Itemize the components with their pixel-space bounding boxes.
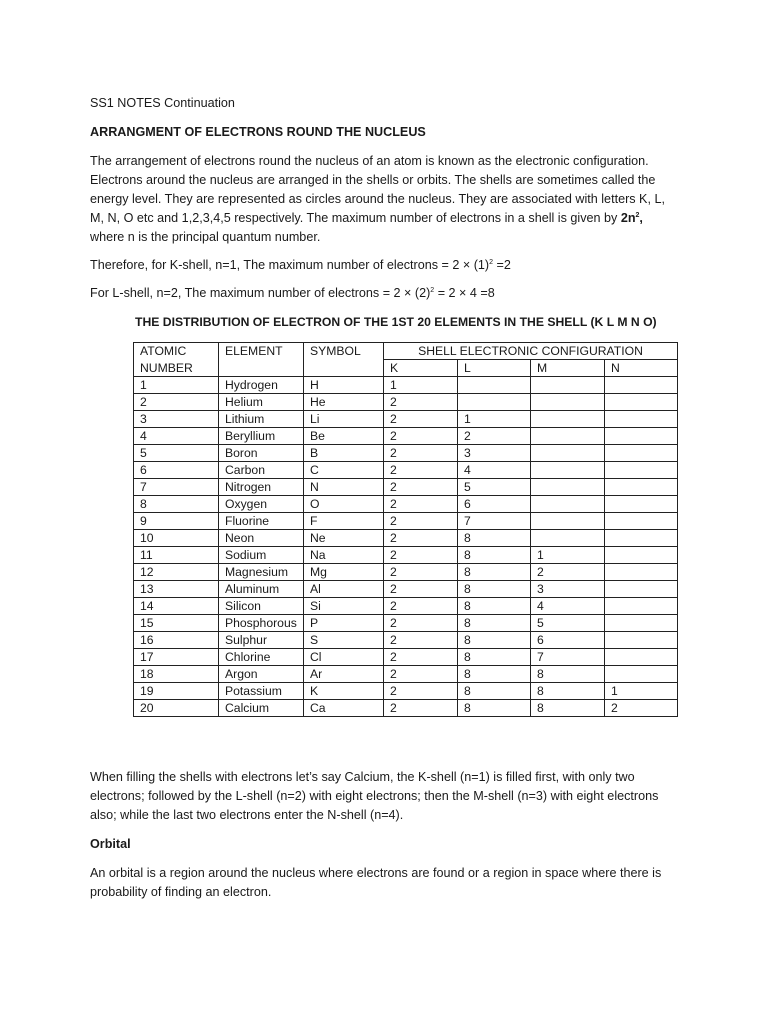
table-row xyxy=(134,615,678,632)
filling-explanation: When filling the shells with electrons let’s say Calcium, the K-shell (n=1) is filled first, with only two electrons; followed by the L-shell (n=2) with eight electrons; then the M-shell (n=3) with eight electrons also; while the last two electrons enter the N-shell (n=4). xyxy=(90,770,659,822)
table-row xyxy=(134,394,678,411)
shell-k-cell: 2 xyxy=(384,394,458,411)
shell-k-cell: 2 xyxy=(384,479,458,496)
shell-n-cell xyxy=(605,581,678,598)
l-shell-superscript: 2 xyxy=(430,287,435,294)
header-m: M xyxy=(531,360,605,377)
shell-l-cell: 8 xyxy=(458,581,531,598)
element-cell: Boron xyxy=(219,445,304,462)
atomic-number-cell: 20 xyxy=(134,700,219,717)
k-shell-text: Therefore, for K-shell, n=1, The maximum number of electrons = 2 × (1) xyxy=(90,258,490,272)
header-shell-config: SHELL ELECTRONIC CONFIGURATION xyxy=(384,343,678,360)
table-row xyxy=(134,496,678,513)
intro-tail: where n is the principal quantum number. xyxy=(90,230,321,244)
shell-m-cell xyxy=(531,513,605,530)
shell-k-cell: 2 xyxy=(384,462,458,479)
shell-l-cell xyxy=(458,377,531,394)
element-cell: Hydrogen xyxy=(219,377,304,394)
shell-n-cell xyxy=(605,513,678,530)
table-row xyxy=(134,411,678,428)
symbol-cell: K xyxy=(304,683,384,700)
shell-n-cell xyxy=(605,479,678,496)
table-row xyxy=(134,445,678,462)
symbol-cell: Al xyxy=(304,581,384,598)
atomic-number-cell: 14 xyxy=(134,598,219,615)
shell-k-cell: 2 xyxy=(384,581,458,598)
atomic-number-cell: 19 xyxy=(134,683,219,700)
element-cell: Nitrogen xyxy=(219,479,304,496)
symbol-cell: He xyxy=(304,394,384,411)
table-header-row-1 xyxy=(134,343,678,360)
header-symbol: SYMBOL xyxy=(304,343,384,360)
shell-n-cell xyxy=(605,649,678,666)
electron-distribution-table xyxy=(133,342,678,717)
symbol-cell: C xyxy=(304,462,384,479)
shell-k-cell: 2 xyxy=(384,615,458,632)
shell-m-cell: 1 xyxy=(531,547,605,564)
header-n: N xyxy=(605,360,678,377)
shell-l-cell: 8 xyxy=(458,649,531,666)
l-shell-result: = 2 × 4 =8 xyxy=(434,286,495,300)
symbol-cell: Ca xyxy=(304,700,384,717)
symbol-cell: Li xyxy=(304,411,384,428)
shell-l-cell: 8 xyxy=(458,683,531,700)
header-number: NUMBER xyxy=(134,360,219,377)
section-heading: ARRANGMENT OF ELECTRONS ROUND THE NUCLEUS xyxy=(90,125,426,139)
symbol-cell: F xyxy=(304,513,384,530)
table-row xyxy=(134,700,678,717)
table-row xyxy=(134,666,678,683)
shell-n-cell xyxy=(605,547,678,564)
k-shell-superscript: 2 xyxy=(489,259,494,266)
shell-m-cell xyxy=(531,479,605,496)
table-header-row-2 xyxy=(134,360,678,377)
symbol-cell: Cl xyxy=(304,649,384,666)
element-cell: Sodium xyxy=(219,547,304,564)
shell-l-cell: 8 xyxy=(458,632,531,649)
shell-l-cell: 8 xyxy=(458,700,531,717)
symbol-cell: Be xyxy=(304,428,384,445)
table-row xyxy=(134,649,678,666)
header-element-cont xyxy=(219,360,304,377)
shell-m-cell: 7 xyxy=(531,649,605,666)
table-title: THE DISTRIBUTION OF ELECTRON OF THE 1ST 20 ELEMENTS IN THE SHELL (K L M N O) xyxy=(135,315,657,329)
table-row xyxy=(134,564,678,581)
shell-n-cell xyxy=(605,445,678,462)
table-row xyxy=(134,428,678,445)
shell-n-cell xyxy=(605,598,678,615)
shell-n-cell xyxy=(605,428,678,445)
shell-n-cell xyxy=(605,411,678,428)
shell-m-cell: 5 xyxy=(531,615,605,632)
atomic-number-cell: 11 xyxy=(134,547,219,564)
element-cell: Lithium xyxy=(219,411,304,428)
atomic-number-cell: 18 xyxy=(134,666,219,683)
atomic-number-cell: 5 xyxy=(134,445,219,462)
table-row xyxy=(134,377,678,394)
shell-k-cell: 2 xyxy=(384,598,458,615)
shell-m-cell xyxy=(531,394,605,411)
intro-text: The arrangement of electrons round the nucleus of an atom is known as the electronic configuration. Electrons around the nucleus are arranged in the shells or orbits. The shells are sometimes called the energy level. They are represented as circles around the nucleus. They are associated with letters K, L, M, N, O etc and 1,2,3,4,5 respectively. The maximum number of electrons in a shell is given by xyxy=(90,154,665,225)
symbol-cell: B xyxy=(304,445,384,462)
orbital-definition: An orbital is a region around the nucleus where electrons are found or a region in space where there is probability of finding an electron. xyxy=(90,866,662,899)
atomic-number-cell: 17 xyxy=(134,649,219,666)
atomic-number-cell: 1 xyxy=(134,377,219,394)
table-row xyxy=(134,513,678,530)
shell-m-cell xyxy=(531,411,605,428)
k-shell-line xyxy=(90,256,675,275)
element-cell: Calcium xyxy=(219,700,304,717)
shell-m-cell xyxy=(531,377,605,394)
shell-l-cell: 2 xyxy=(458,428,531,445)
shell-m-cell: 8 xyxy=(531,683,605,700)
element-cell: Magnesium xyxy=(219,564,304,581)
k-shell-result: =2 xyxy=(493,258,511,272)
element-cell: Beryllium xyxy=(219,428,304,445)
atomic-number-cell: 6 xyxy=(134,462,219,479)
shell-l-cell xyxy=(458,394,531,411)
shell-l-cell: 6 xyxy=(458,496,531,513)
atomic-number-cell: 16 xyxy=(134,632,219,649)
shell-n-cell xyxy=(605,394,678,411)
atomic-number-cell: 2 xyxy=(134,394,219,411)
element-cell: Aluminum xyxy=(219,581,304,598)
shell-n-cell: 1 xyxy=(605,683,678,700)
shell-n-cell xyxy=(605,496,678,513)
shell-l-cell: 8 xyxy=(458,598,531,615)
symbol-cell: H xyxy=(304,377,384,394)
shell-k-cell: 2 xyxy=(384,411,458,428)
shell-n-cell xyxy=(605,462,678,479)
shell-k-cell: 2 xyxy=(384,632,458,649)
table-row xyxy=(134,683,678,700)
notes-title: SS1 NOTES Continuation xyxy=(90,96,235,110)
shell-l-cell: 8 xyxy=(458,666,531,683)
shell-k-cell: 2 xyxy=(384,513,458,530)
table-row xyxy=(134,598,678,615)
formula-comma: , xyxy=(639,211,643,225)
shell-k-cell: 2 xyxy=(384,428,458,445)
element-cell: Argon xyxy=(219,666,304,683)
table-row xyxy=(134,581,678,598)
formula-2n2 xyxy=(621,211,643,225)
shell-k-cell: 2 xyxy=(384,564,458,581)
shell-k-cell: 1 xyxy=(384,377,458,394)
shell-m-cell xyxy=(531,496,605,513)
table-row xyxy=(134,547,678,564)
header-atomic: ATOMIC xyxy=(134,343,219,360)
l-shell-text: For L-shell, n=2, The maximum number of electrons = 2 × (2) xyxy=(90,286,431,300)
shell-l-cell: 1 xyxy=(458,411,531,428)
header-element: ELEMENT xyxy=(219,343,304,360)
element-cell: Silicon xyxy=(219,598,304,615)
formula-superscript: 2 xyxy=(635,212,640,219)
symbol-cell: P xyxy=(304,615,384,632)
symbol-cell: Ar xyxy=(304,666,384,683)
table-row xyxy=(134,479,678,496)
l-shell-line xyxy=(90,284,675,303)
atomic-number-cell: 10 xyxy=(134,530,219,547)
element-cell: Carbon xyxy=(219,462,304,479)
header-k: K xyxy=(384,360,458,377)
shell-l-cell: 7 xyxy=(458,513,531,530)
symbol-cell: Si xyxy=(304,598,384,615)
symbol-cell: Ne xyxy=(304,530,384,547)
shell-k-cell: 2 xyxy=(384,700,458,717)
atomic-number-cell: 13 xyxy=(134,581,219,598)
shell-k-cell: 2 xyxy=(384,649,458,666)
shell-l-cell: 8 xyxy=(458,615,531,632)
shell-n-cell xyxy=(605,530,678,547)
atomic-number-cell: 12 xyxy=(134,564,219,581)
document-body xyxy=(90,94,675,332)
shell-k-cell: 2 xyxy=(384,530,458,547)
orbital-heading: Orbital xyxy=(90,837,131,851)
element-cell: Phosphorous xyxy=(219,615,304,632)
shell-l-cell: 5 xyxy=(458,479,531,496)
symbol-cell: S xyxy=(304,632,384,649)
shell-m-cell: 2 xyxy=(531,564,605,581)
shell-l-cell: 4 xyxy=(458,462,531,479)
atomic-number-cell: 7 xyxy=(134,479,219,496)
element-cell: Chlorine xyxy=(219,649,304,666)
symbol-cell: Na xyxy=(304,547,384,564)
atomic-number-cell: 15 xyxy=(134,615,219,632)
element-cell: Neon xyxy=(219,530,304,547)
shell-m-cell: 3 xyxy=(531,581,605,598)
shell-m-cell xyxy=(531,445,605,462)
table-row xyxy=(134,530,678,547)
shell-n-cell xyxy=(605,377,678,394)
after-table-section xyxy=(90,768,675,902)
element-cell: Oxygen xyxy=(219,496,304,513)
header-l: L xyxy=(458,360,531,377)
shell-n-cell xyxy=(605,564,678,581)
shell-m-cell: 6 xyxy=(531,632,605,649)
shell-m-cell xyxy=(531,462,605,479)
header-symbol-cont xyxy=(304,360,384,377)
symbol-cell: O xyxy=(304,496,384,513)
atomic-number-cell: 9 xyxy=(134,513,219,530)
shell-k-cell: 2 xyxy=(384,445,458,462)
shell-m-cell xyxy=(531,428,605,445)
element-cell: Sulphur xyxy=(219,632,304,649)
shell-l-cell: 8 xyxy=(458,530,531,547)
shell-m-cell: 8 xyxy=(531,700,605,717)
shell-m-cell xyxy=(531,530,605,547)
shell-k-cell: 2 xyxy=(384,547,458,564)
shell-k-cell: 2 xyxy=(384,683,458,700)
shell-n-cell xyxy=(605,632,678,649)
element-cell: Fluorine xyxy=(219,513,304,530)
shell-l-cell: 8 xyxy=(458,564,531,581)
table-row xyxy=(134,632,678,649)
table-row xyxy=(134,462,678,479)
intro-paragraph xyxy=(90,152,675,247)
shell-n-cell: 2 xyxy=(605,700,678,717)
atomic-number-cell: 8 xyxy=(134,496,219,513)
shell-k-cell: 2 xyxy=(384,666,458,683)
shell-m-cell: 8 xyxy=(531,666,605,683)
shell-n-cell xyxy=(605,615,678,632)
shell-m-cell: 4 xyxy=(531,598,605,615)
element-cell: Potassium xyxy=(219,683,304,700)
shell-l-cell: 3 xyxy=(458,445,531,462)
symbol-cell: Mg xyxy=(304,564,384,581)
shell-n-cell xyxy=(605,666,678,683)
atomic-number-cell: 4 xyxy=(134,428,219,445)
symbol-cell: N xyxy=(304,479,384,496)
shell-l-cell: 8 xyxy=(458,547,531,564)
atomic-number-cell: 3 xyxy=(134,411,219,428)
shell-k-cell: 2 xyxy=(384,496,458,513)
element-cell: Helium xyxy=(219,394,304,411)
formula-base: 2n xyxy=(620,211,636,225)
